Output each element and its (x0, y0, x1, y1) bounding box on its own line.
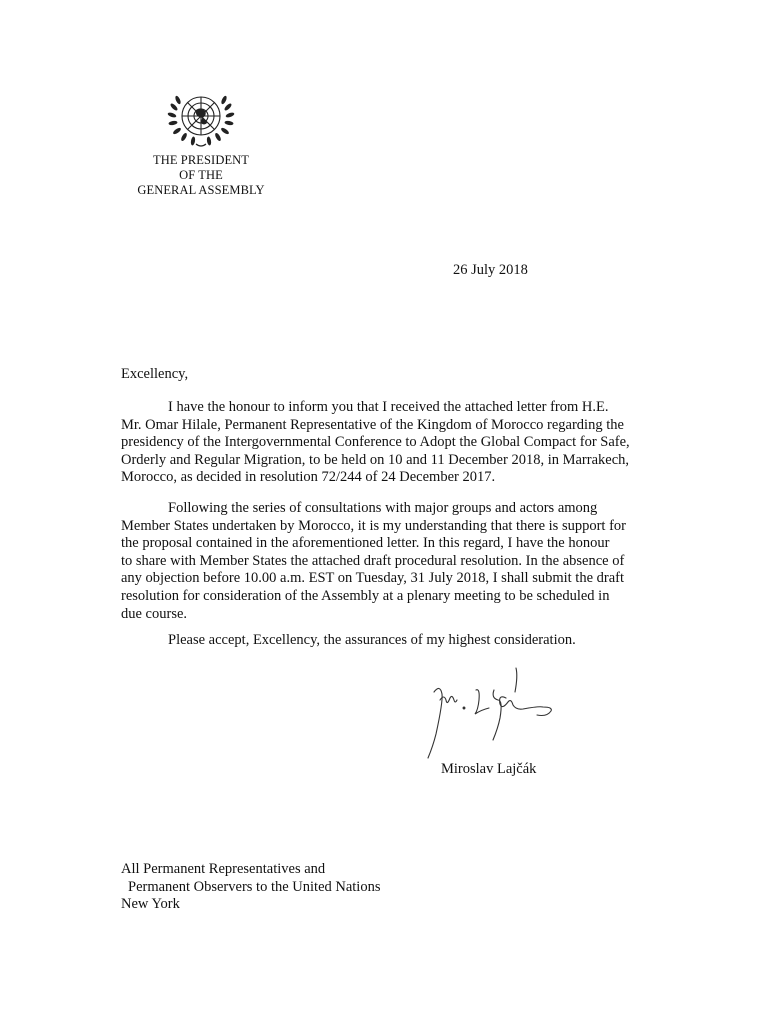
letter-date: 26 July 2018 (453, 262, 528, 278)
paragraph-line: resolution for consideration of the Assembly at a plenary meeting to be scheduled in (121, 587, 610, 604)
paragraph-line: Orderly and Regular Migration, to be held on 10 and 11 December 2018, in Marrakech, (121, 451, 630, 468)
paragraph-line: presidency of the Intergovernmental Conference to Adopt the Global Compact for Safe, (121, 434, 630, 451)
closing-paragraph (121, 632, 681, 650)
paragraph-line: Following the series of consultations with major groups and actors among (168, 500, 598, 516)
addressee-line: New York (121, 896, 180, 913)
paragraph-line: to share with Member States the attached draft procedural resolution. In the absence of (121, 552, 625, 569)
un-emblem-icon (166, 88, 236, 152)
office-line: GENERAL ASSEMBLY (137, 183, 265, 197)
office-line: OF THE (179, 168, 223, 182)
paragraph-line: Please accept, Excellency, the assurances of my highest consideration. (168, 632, 576, 648)
paragraph-line: Morocco, as decided in resolution 72/244 of 24 December 2017. (121, 469, 496, 486)
signature-icon (420, 660, 580, 760)
body-paragraph (121, 399, 681, 487)
paragraph-line: Mr. Omar Hilale, Permanent Representative of the Kingdom of Morocco regarding the (121, 416, 624, 433)
office-title (130, 153, 272, 198)
addressee-block (121, 861, 380, 914)
office-line: THE PRESIDENT (152, 153, 250, 167)
addressee-line: Permanent Observers to the United Nations (128, 878, 381, 895)
addressee-line: All Permanent Representatives and (121, 861, 326, 877)
paragraph-line: I have the honour to inform you that I received the attached letter from H.E. (168, 399, 609, 415)
paragraph-line: due course. (121, 605, 188, 622)
paragraph-line: Member States undertaken by Morocco, it is my understanding that there is support for (121, 517, 626, 534)
signer-name: Miroslav Lajčák (441, 761, 537, 777)
salutation: Excellency, (121, 366, 189, 382)
paragraph-line: any objection before 10.00 a.m. EST on Tuesday, 31 July 2018, I shall submit the draft (121, 570, 625, 587)
paragraph-line: the proposal contained in the aforementioned letter. In this regard, I have the honour (121, 535, 610, 552)
body-paragraph (121, 500, 681, 623)
